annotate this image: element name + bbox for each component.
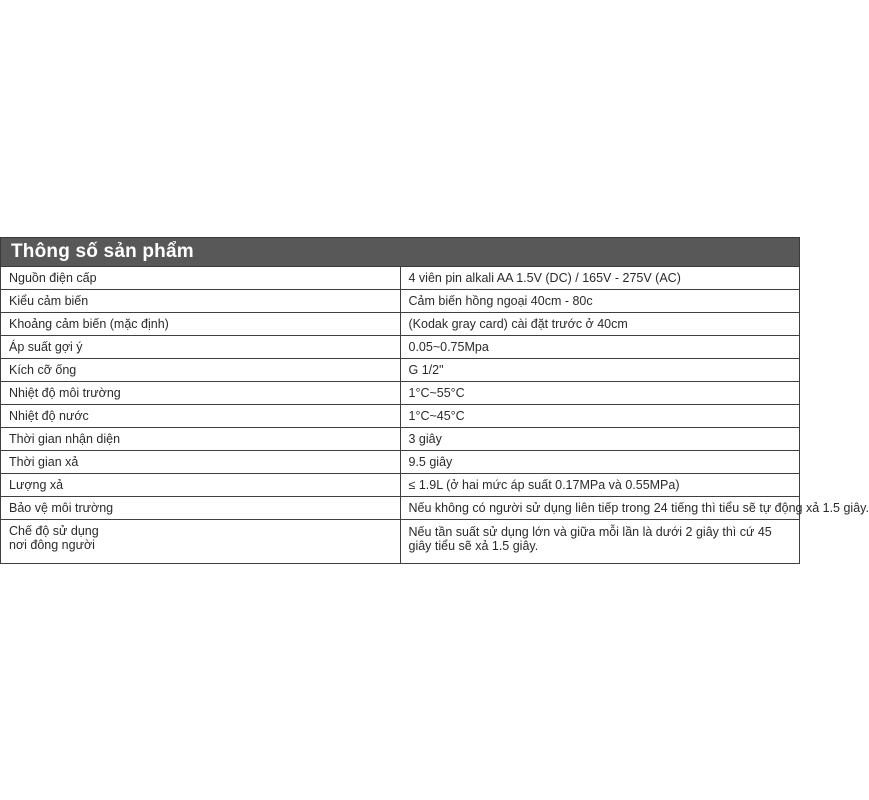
table-row	[1, 497, 800, 520]
spec-label: Kích cỡ ống	[1, 359, 401, 382]
spec-label-line: nơi đông người	[9, 538, 95, 552]
table-row	[1, 474, 800, 497]
spec-label: Nguồn điện cấp	[1, 267, 401, 290]
spec-value: G 1/2"	[400, 359, 800, 382]
table-row	[1, 428, 800, 451]
spec-value: Cảm biến hồng ngoại 40cm - 80c	[400, 290, 800, 313]
table-title: Thông số sản phẩm	[1, 238, 800, 267]
spec-value: (Kodak gray card) cài đặt trước ở 40cm	[400, 313, 800, 336]
table-row	[1, 359, 800, 382]
spec-label-line: Chế độ sử dụng	[9, 524, 99, 538]
spec-value: 0.05~0.75Mpa	[400, 336, 800, 359]
table-row	[1, 382, 800, 405]
table-row	[1, 405, 800, 428]
spec-label: Thời gian xả	[1, 451, 401, 474]
spec-label: Lượng xả	[1, 474, 401, 497]
spec-label: Nhiệt độ môi trường	[1, 382, 401, 405]
spec-label: Kiểu cảm biến	[1, 290, 401, 313]
spec-value: Nếu không có người sử dụng liên tiếp trong 24 tiếng thì tiểu sẽ tự động xả 1.5 giây.	[400, 497, 800, 520]
spec-label: Nhiệt độ nước	[1, 405, 401, 428]
table-row	[1, 290, 800, 313]
spec-label: Khoảng cảm biến (mặc định)	[1, 313, 401, 336]
spec-value: 9.5 giây	[400, 451, 800, 474]
spec-value: ≤ 1.9L (ở hai mức áp suất 0.17MPa và 0.55MPa)	[400, 474, 800, 497]
spec-label	[1, 520, 401, 564]
spec-value: 3 giây	[400, 428, 800, 451]
spec-label: Bảo vệ môi trường	[1, 497, 401, 520]
table-row	[1, 520, 800, 564]
spec-label: Thời gian nhận diện	[1, 428, 401, 451]
spec-value: 4 viên pin alkali AA 1.5V (DC) / 165V - 275V (AC)	[400, 267, 800, 290]
spec-table	[0, 237, 869, 564]
spec-value: Nếu tần suất sử dụng lớn và giữa mỗi lần là dưới 2 giây thì cứ 45 giây tiểu sẽ xả 1.5 giây.	[400, 520, 800, 564]
spec-label: Áp suất gợi ý	[1, 336, 401, 359]
table-title-row	[1, 238, 800, 267]
spec-value: 1°C~45°C	[400, 405, 800, 428]
table-row	[1, 267, 800, 290]
table-row	[1, 451, 800, 474]
spec-value: 1°C~55°C	[400, 382, 800, 405]
table-row	[1, 336, 800, 359]
table-row	[1, 313, 800, 336]
